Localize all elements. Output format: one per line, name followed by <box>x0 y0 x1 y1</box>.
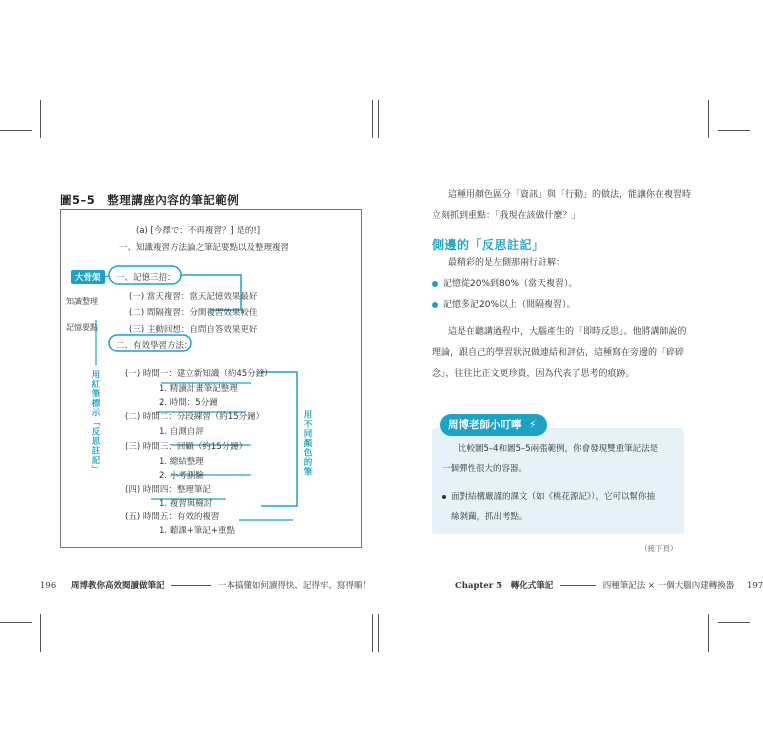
crop-mark-br-h <box>718 622 750 623</box>
lightning-icon: ⚡ <box>529 419 537 431</box>
intro-paragraph <box>432 185 691 227</box>
note-line: (一) 時間一：建立新知識（約45分鐘） <box>125 369 273 379</box>
note-line: 2. 小考測驗 <box>159 471 204 481</box>
note-line: (二) 間隔複習：分開複習效果較佳 <box>129 308 258 318</box>
tip-body <box>442 439 658 527</box>
chapter-title: 轉化式筆記 <box>510 581 554 591</box>
tip-line-1: 比較圖5–4和圖5–5兩張範例，你會發現雙重筆記法是 <box>458 444 659 454</box>
crop-mark-br <box>708 614 709 652</box>
chapter-label: Chapter 5 <box>455 581 503 591</box>
note-line: 1. 總結整理 <box>159 457 204 467</box>
tip-bullet-icon <box>442 495 446 499</box>
para2-line-1: 這是在聽講過程中，大腦產生的「即時反思」。他將講師說的 <box>448 327 687 337</box>
section-heading: 側邊的「反思註記」 <box>432 238 545 252</box>
note-line: (三) 時間三：回顧（約15分鐘） <box>125 442 248 452</box>
color-pen-label: 用不同顏色的筆 <box>302 410 312 477</box>
left-book-subtitle: 一本搞懂如何讀得快、記得牢、寫得順！ <box>217 581 371 591</box>
margin-note: 知識整理 <box>66 297 98 306</box>
left-page-number: 196 <box>40 581 57 591</box>
crop-mark-tl-h <box>0 130 32 131</box>
crop-mark-bl <box>40 614 41 652</box>
note-line: (五) 時間五：有效的複習 <box>125 512 220 522</box>
notebook-image <box>60 209 362 548</box>
right-footer <box>455 579 763 591</box>
note-line: 1. 自測自評 <box>159 427 204 437</box>
note-line: 一、知識複習方法論之筆記要點以及整理複習 <box>119 243 290 253</box>
tip-heading-text: 周博老師小叮嚀 <box>448 419 522 431</box>
note-line: 1. 精讀計畫筆記整理 <box>159 384 238 394</box>
bullet-text-2: 記憶多記20%以上（間隔複習）。 <box>443 300 576 310</box>
left-book-title: 周博教你高效閱讀做筆記 <box>70 581 165 591</box>
figure-title <box>60 192 239 208</box>
para2-line-3: 念」，往往比正文更珍貴，因為代表了思考的痕跡。 <box>432 369 635 379</box>
left-footer <box>40 579 371 591</box>
right-footer-rule <box>560 585 596 586</box>
tip-heading <box>440 414 547 436</box>
tip-bullet-line-2: 絲剝繭，抓出考點。 <box>451 512 528 522</box>
bullet-text-1: 記憶從20%到80%（當天複習）。 <box>443 279 578 289</box>
note-line: 二、有效學習方法： <box>116 341 193 351</box>
right-footer-subtitle: 四種筆記法 × 一個大腦內建轉換器 <box>602 581 735 591</box>
reflection-explanation <box>432 322 687 385</box>
note-line: 2. 時間：5分鐘 <box>159 398 218 408</box>
crop-mark-bc1 <box>372 614 373 652</box>
margin-note: 記憶要點 <box>66 323 98 332</box>
figure-number: 圖5–5 <box>60 193 96 207</box>
note-line: (三) 主動回想：自問自答效果更好 <box>129 325 258 335</box>
note-line: (a) [今擇で：不再複習？] 是的!] <box>136 226 261 236</box>
crop-mark-tc2 <box>378 100 379 138</box>
crop-mark-tr-h <box>718 130 750 131</box>
para1: 最精彩的是左側那兩行註解： <box>448 258 566 268</box>
crop-mark-tl <box>40 100 41 138</box>
crop-mark-tr <box>708 100 709 138</box>
note-line: 1. 複習與檢討 <box>159 499 213 509</box>
bullet-item-1 <box>432 274 578 295</box>
reflection-paragraph <box>432 253 578 316</box>
bullet-item-2 <box>432 295 578 316</box>
tip-bullet-line-1: 面對結構嚴謹的課文（如《桃花源記》），它可以幫你抽 <box>451 492 656 502</box>
tip-bullet <box>442 487 658 507</box>
note-line: (一) 當天複習：當天記憶效果最好 <box>129 292 258 302</box>
red-pen-label: 用紅筆標示「反思註記」 <box>90 370 100 475</box>
bullet-dot-icon <box>432 302 438 308</box>
note-line: 一、記憶三招： <box>116 273 176 283</box>
para2-line-2: 理論，跟自己的學習狀況做連結和評估，這種寫在旁邊的「碎碎 <box>432 348 685 358</box>
left-footer-rule <box>171 585 211 586</box>
bullet-dot-icon <box>432 281 438 287</box>
crop-mark-bc2 <box>378 614 379 652</box>
big-frame-tag: 大骨架 <box>71 270 105 284</box>
intro-line-1: 這種用顏色區分「資訊」與「行動」的做法，能讓你在複習時 <box>448 190 692 200</box>
continued-note: （接下頁） <box>640 544 678 553</box>
note-line: (四) 時間四：整理筆記 <box>125 485 211 495</box>
note-line: 1. 聽課+筆記+重點 <box>159 526 236 536</box>
crop-mark-tc1 <box>372 100 373 138</box>
crop-mark-bl-h <box>0 622 32 623</box>
note-line: (二) 時間二：分段練習（約15分鐘） <box>125 412 265 422</box>
intro-line-2: 立刻抓到重點：「我現在該做什麼？」 <box>432 211 581 221</box>
right-page-number: 197 <box>746 581 763 591</box>
tip-line-2: 一個彈性很大的容器。 <box>442 464 528 474</box>
figure-caption: 整理講座內容的筆記範例 <box>107 193 240 207</box>
